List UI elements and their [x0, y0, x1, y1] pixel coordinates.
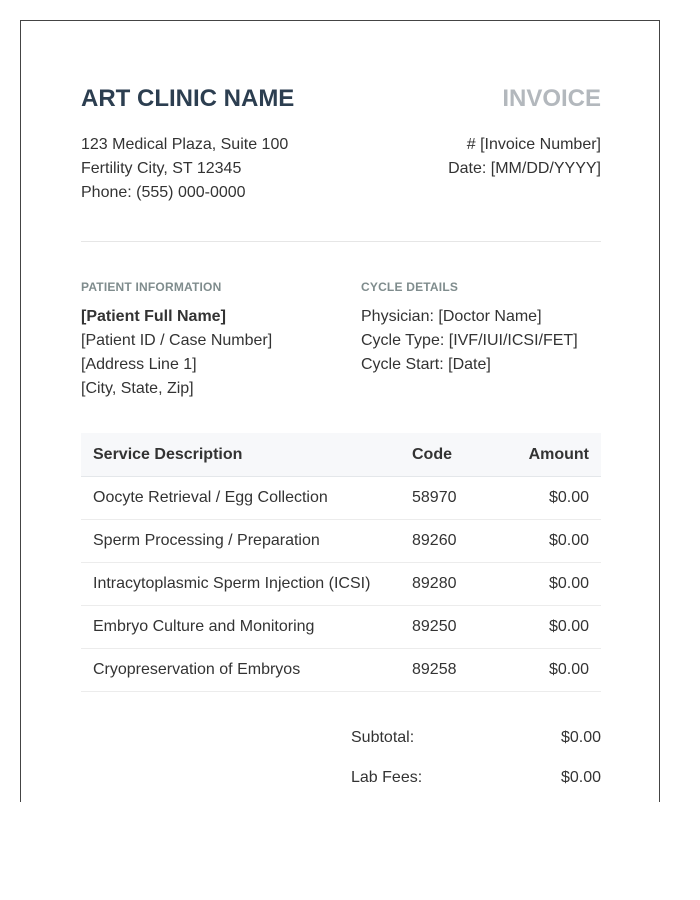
lab-fees-row [351, 769, 601, 802]
service-description: Sperm Processing / Preparation [81, 520, 400, 563]
clinic-address-line1: 123 Medical Plaza, Suite 100 [81, 136, 289, 153]
subtotal-label: Subtotal: [351, 729, 415, 746]
patient-info [81, 275, 272, 401]
service-code: 89280 [400, 563, 490, 606]
service-code: 89258 [400, 649, 490, 692]
table-row [81, 649, 601, 692]
patient-name: [Patient Full Name] [81, 308, 226, 325]
invoice-meta [448, 133, 601, 181]
service-description: Intracytoplasmic Sperm Injection (ICSI) [81, 563, 400, 606]
invoice-title: INVOICE [502, 85, 601, 112]
clinic-name: ART CLINIC NAME [81, 85, 295, 112]
clinic-phone: Phone: (555) 000-0000 [81, 184, 246, 201]
lab-fees-value: $0.00 [560, 769, 601, 786]
patient-address-line1: [Address Line 1] [81, 356, 197, 373]
service-amount: $0.00 [490, 563, 601, 606]
table-row [81, 606, 601, 649]
cycle-start: Cycle Start: [Date] [361, 356, 491, 373]
invoice-number: # [Invoice Number] [466, 136, 601, 153]
invoice-sheet [20, 20, 660, 802]
subtotal-value: $0.00 [560, 729, 601, 746]
table-header-row [81, 433, 601, 477]
patient-address-line2: [City, State, Zip] [81, 380, 194, 397]
patient-info-label: PATIENT INFORMATION [81, 280, 222, 294]
service-code: 89260 [400, 520, 490, 563]
invoice-date: Date: [MM/DD/YYYY] [448, 160, 601, 177]
cycle-details-label: CYCLE DETAILS [361, 280, 459, 294]
cycle-type: Cycle Type: [IVF/IUI/ICSI/FET] [361, 332, 578, 349]
service-amount: $0.00 [490, 477, 601, 520]
table-row [81, 477, 601, 520]
cycle-details [361, 275, 578, 377]
service-amount: $0.00 [490, 520, 601, 563]
service-code: 89250 [400, 606, 490, 649]
totals-section [351, 729, 601, 802]
table-row [81, 563, 601, 606]
clinic-address-line2: Fertility City, ST 12345 [81, 160, 242, 177]
patient-id: [Patient ID / Case Number] [81, 332, 273, 349]
header-code: Code [400, 433, 490, 477]
service-description: Oocyte Retrieval / Egg Collection [81, 477, 400, 520]
services-table [81, 433, 601, 692]
service-description: Cryopreservation of Embryos [81, 649, 400, 692]
service-amount: $0.00 [490, 606, 601, 649]
lab-fees-label: Lab Fees: [351, 769, 423, 786]
subtotal-row [351, 729, 601, 769]
table-row [81, 520, 601, 563]
invoice-header [81, 85, 601, 125]
header-amount: Amount [490, 433, 601, 477]
header-divider [81, 241, 601, 242]
cycle-physician: Physician: [Doctor Name] [361, 308, 542, 325]
service-code: 58970 [400, 477, 490, 520]
service-description: Embryo Culture and Monitoring [81, 606, 400, 649]
service-amount: $0.00 [490, 649, 601, 692]
clinic-address [81, 133, 288, 205]
header-description: Service Description [81, 433, 400, 477]
